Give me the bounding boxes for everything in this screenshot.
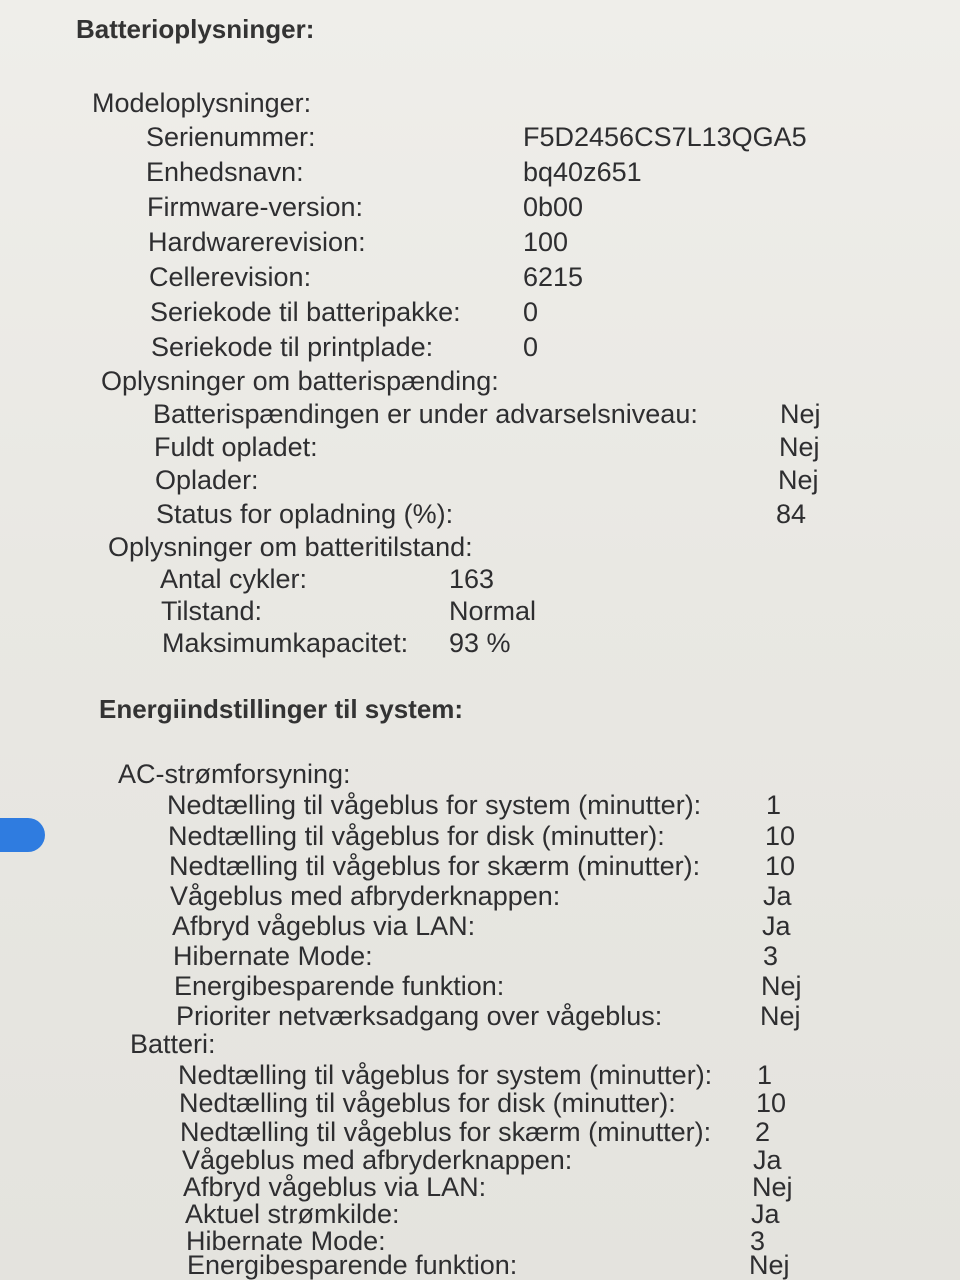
row-value: Nej [780,399,821,429]
row-label: Hibernate Mode: [173,941,373,971]
row-label: Aktuel strømkilde: [185,1199,400,1229]
row-value: Nej [749,1250,790,1280]
row-value: 3 [763,941,779,971]
row-label: Seriekode til batteripakke: [150,297,461,327]
row-label: Tilstand: [161,596,263,626]
row-label: Cellerevision: [149,262,312,292]
row-label: Vågeblus med afbryderknappen: [182,1145,573,1175]
row-value: 100 [523,227,569,257]
row-label: Energibesparende funktion: [174,971,505,1001]
row-value: Ja [762,911,791,941]
row-value: Nej [779,432,820,462]
row-value: 6215 [523,262,584,292]
row-label: Nedtælling til vågeblus for skærm (minutter): [169,851,701,881]
row-label: Enhedsnavn: [146,157,304,187]
row-value: 0 [523,297,539,327]
row-label: Maksimumkapacitet: [162,628,409,658]
row-value: 0b00 [523,192,584,222]
energy-settings-heading: Energiindstillinger til system: [99,694,464,724]
row-value: 10 [765,851,796,881]
row-label: Batterispændingen er under advarselsniveau: [153,399,698,429]
row-value: 93 % [449,628,511,658]
row-label: Prioriter netværksadgang over vågeblus: [176,1001,663,1031]
row-label: Nedtælling til vågeblus for system (minutter): [167,790,702,820]
row-value: 0 [523,332,539,362]
row-value: 1 [766,790,782,820]
battery-power-label: Batteri: [130,1029,216,1059]
row-value: Nej [761,971,802,1001]
charge-info-label: Oplysninger om batterispænding: [101,366,499,396]
row-label: Fuldt opladet: [154,432,318,462]
row-value: 10 [765,821,796,851]
row-label: Hibernate Mode: [186,1226,386,1256]
row-label: Nedtælling til vågeblus for skærm (minutter): [180,1117,712,1147]
row-value: Nej [760,1001,801,1031]
row-value: Ja [763,881,792,911]
health-info-label: Oplysninger om batteritilstand: [108,532,473,562]
battery-info-heading: Batterioplysninger: [76,14,315,44]
row-value: Ja [753,1145,782,1175]
row-value: 10 [756,1088,787,1118]
row-label: Seriekode til printplade: [151,332,434,362]
sidebar-selection-indicator[interactable] [0,818,45,852]
row-value: 2 [755,1117,771,1147]
row-value: 84 [776,499,807,529]
row-value: bq40z651 [523,157,642,187]
model-info-label: Modeloplysninger: [92,88,312,118]
row-value: F5D2456CS7L13QGA5 [523,122,807,152]
row-label: Nedtælling til vågeblus for system (minutter): [178,1060,713,1090]
row-value: Nej [778,465,819,495]
row-label: Hardwarerevision: [148,227,366,257]
ac-power-label: AC-strømforsyning: [118,759,351,789]
row-label: Firmware-version: [147,192,364,222]
row-label: Vågeblus med afbryderknappen: [170,881,561,911]
row-label: Antal cykler: [160,564,308,594]
row-label: Serienummer: [146,122,316,152]
row-value: 163 [449,564,495,594]
row-value: 1 [757,1060,773,1090]
row-label: Nedtælling til vågeblus for disk (minutter): [168,821,665,851]
row-label: Energibesparende funktion: [187,1250,518,1280]
row-label: Nedtælling til vågeblus for disk (minutter): [179,1088,676,1118]
row-label: Afbryd vågeblus via LAN: [183,1172,487,1202]
row-label: Status for opladning (%): [156,499,454,529]
row-label: Afbryd vågeblus via LAN: [172,911,476,941]
row-value: Ja [751,1199,780,1229]
row-label: Oplader: [155,465,259,495]
row-value: 3 [750,1226,766,1256]
row-value: Normal [449,596,537,626]
row-value: Nej [752,1172,793,1202]
